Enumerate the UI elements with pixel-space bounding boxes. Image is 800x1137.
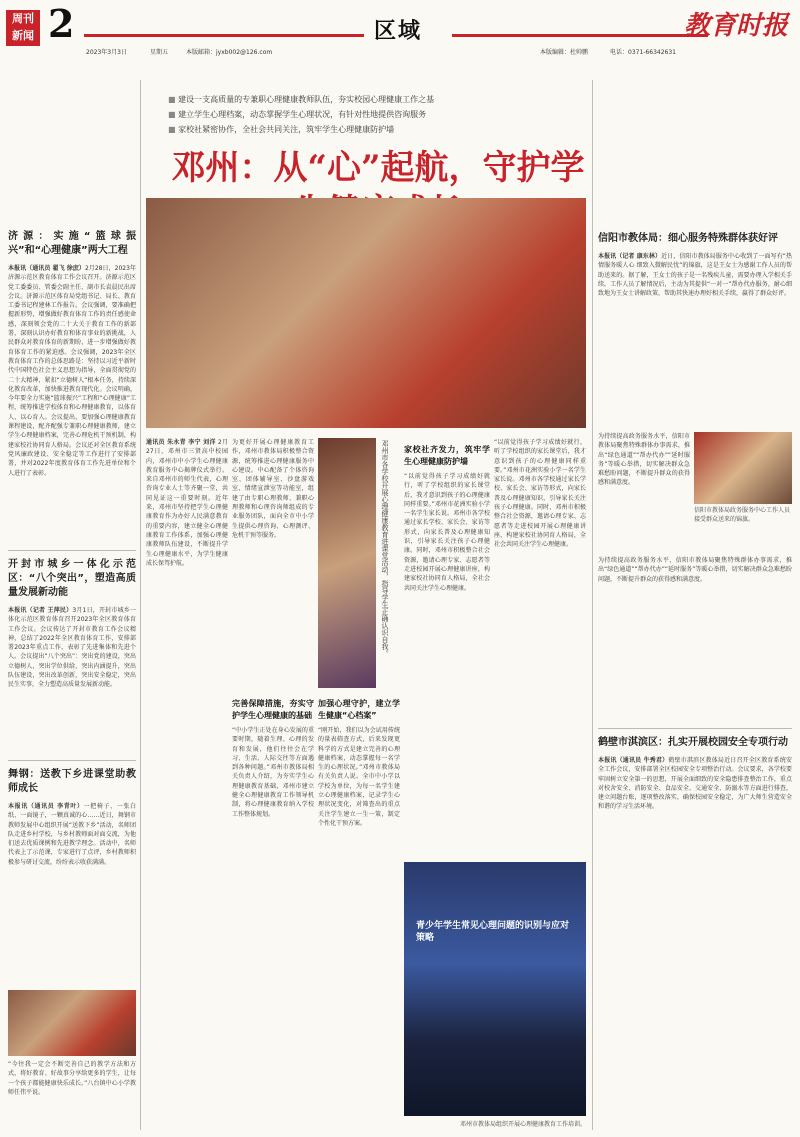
article-title: 开封市城乡一体化示范区：“八个突出”，塑造高质量发展新动能: [8, 559, 136, 598]
article-jiyuan: [8, 228, 136, 548]
page-header: [0, 0, 800, 64]
key-point: ■ 建设一支高质量的专兼职心理健康教师队伍，夯实校园心理健康工作之基: [168, 92, 588, 107]
article-body: “中小学生正处在身心发展的重要时期，随着生理、心理的发育和发展，他们往往会在学习、生活、人际交往等方面遇到各种问题。”邓州市教体局相关负责人介绍，为夯实学生心理健康教育基础，邓州市建立健全心理健康教育工作领导机制，将心理健康教育纳入学校工作整体规划。: [232, 727, 314, 818]
counseling-photo-caption: 邓州市各学校开展心理健康教育进课堂活动，指导学生正确认识自我。: [381, 440, 389, 657]
article-body: 本报讯（记者 康东林）近日，信阳市教体局服务中心收到了一面写有“热情服务暖人心 细致入微解民忧”的锦旗，这是王女士为感谢工作人员的帮助送来的。据了解，王女士的孩子是一名残疾儿童，需要办理入学相关手续。工作人员了解情况后，主动为其提供“一对一”帮办代办服务，耐心细致地为王女士讲解政策，帮助其快速办理好相关手续，赢得了群众好评。: [598, 253, 792, 298]
main-headline: 邓州：从“心”起航，守护学: [171, 148, 585, 188]
main-col-2b: [232, 692, 314, 1128]
xinyang-photo-caption: 信阳市教体局政务服务中心工作人员接受群众送来的锦旗。: [694, 507, 791, 523]
main-col-3: [318, 692, 400, 1128]
article-wugang: [8, 766, 136, 986]
issue-date: 2023年3月3日: [86, 49, 127, 56]
article-xinyang-more: [598, 556, 792, 706]
brand-title: 教育时报: [683, 11, 788, 41]
article-kaifeng: [8, 556, 136, 756]
training-photo: [404, 862, 586, 1116]
article-body: 为更好开展心理健康教育工作，邓州市教体局积极整合资源，统筹推进心理健康服务中心建设。中心配备了个体咨询室、团体辅导室、沙盘游戏室、情绪宣泄室等功能室，组建了由专职心理教师、兼职心理教师和心理咨询师组成的专业服务团队，面向全市中小学生提供心理咨询、心理测评、危机干预等服务。: [232, 439, 314, 539]
article-body: “以前觉得孩子学习成绩好就行，听了学校组织的家长课堂后，我才意识到孩子的心理健康同样重要。”邓州市花洲实验小学一名学生家长说。邓州市各学校通过家长学校、家长会、家访等形式，向家长普及心理健康知识，引导家长关注孩子心理健康。同时，邓州市积极整合社会资源，邀请心理专家、志愿者等走进校园开展心理健康讲座，构建家校社协同育人格局，全社会共同关注学生心理健康。: [404, 473, 490, 592]
key-points: [168, 92, 588, 137]
article-title: 舞钢：送教下乡进课堂助教师成长: [8, 769, 136, 794]
main-col-1: [146, 438, 228, 1128]
page-editor: 本版编辑：杜帅鹏: [540, 49, 589, 56]
main-col-2: [232, 438, 314, 688]
column-divider: [140, 80, 141, 1130]
xinyang-photo: [694, 432, 792, 504]
article-divider: [8, 760, 136, 761]
key-point: ■ 建立学生心理档案，动态掌握学生心理状况，有针对性地提供咨询服务: [168, 107, 588, 122]
article-divider: [8, 550, 136, 551]
article-title: 鹤壁市淇滨区：扎实开展校园安全专项行动: [598, 737, 788, 748]
counseling-photo: [318, 438, 376, 688]
main-col-4: [404, 438, 490, 858]
issue-weekday: 星期五: [150, 49, 169, 56]
article-body: 本报讯（通讯员 李青叶）一把椅子、一张白纸、一面镜子，一颗真诚的心……近日，舞钢市教师发展中心组织开展“送教下乡”活动，名师团队走进乡村学校，与乡村教师面对面交流，为他们送去优质课例和先进教学理念。活动中，名师代表上了示范课，专家进行了点评，乡村教师积极参与研讨交流，纷纷表示收获满满。: [8, 803, 136, 866]
article-body: 本报讯（通讯员 牛秀君）鹤壁市淇滨区教体局近日召开全区教育系统安全工作会议，安排部署全区校园安全专项整治行动。会议要求，各学校要牢固树立安全第一的思想，开展全面细致的安全隐患排查整治工作，重点对校舍安全、消防安全、食品安全、交通安全、防溺水等方面进行排查，建立问题台账，逐项整改落实，确保校园安全稳定，为广大师生营造安全和谐的学习生活环境。: [598, 757, 792, 811]
article-title: 信阳市教体局：细心服务特殊群体获好评: [598, 233, 778, 244]
training-banner-text: 青少年学生常见心理问题的识别与应对策略: [416, 921, 570, 943]
article-body: 为持续提高政务服务水平，信阳市教体局聚焦特殊群体办事需求，推出“绿色通道”“帮办代办”“延时服务”等暖心举措，切实解决群众急难愁盼问题，不断提升群众的获得感和满意度。: [598, 557, 792, 583]
main-col-5: [494, 438, 586, 858]
main-photo: [146, 198, 586, 428]
section-subtitle: 完善保障措施，夯实守护学生心理健康的基础: [232, 699, 314, 720]
article-body: 本报讯（记者 王萍民）3月1日，开封市城乡一体化示范区教育体育召开2023年全区教育体育工作会议。会议传达了开封市教育工作会议精神，总结了2022年全区教育体育工作，安排部署2023年重点工作，表彰了先进集体和先进个人。会议提出“八个突出”：突出党的建设，突出立德树人，突出学位供给，突出内涵提升，突出队伍建设，突出改革创新，突出安全稳定，突出民生实事，全力塑造高质量发展新动能。: [8, 607, 136, 689]
page-phone: 电话：0371-66342631: [610, 49, 676, 56]
article-xinyang: [598, 230, 792, 430]
article-body: “刚开始，我们以为会试用传统的量表筛查方式，后来发现更科学的方式是建立完善的心理健康档案，动态掌握每一名学生的心理状况。”邓州市教体局有关负责人说。全市中小学以学校为单位，为每一名学生建立心理健康档案，记录学生心理状况变化，对筛查出的重点关注学生建立一生一策，制定个性化干预方案。: [318, 727, 400, 827]
newspaper-logo: 周刊 新闻: [6, 10, 40, 46]
article-body: “以前觉得孩子学习成绩好就行，听了学校组织的家长课堂后，我才意识到孩子的心理健康同样重要。”邓州市花洲实验小学一名学生家长说。邓州市各学校通过家长学校、家长会、家访等形式，向家长普及心理健康知识，引导家长关注孩子心理健康。同时，邓州市积极整合社会资源，邀请心理专家、志愿者等走进校园开展心理健康讲座，构建家校社协同育人格局，全社会共同关注学生心理健康。: [494, 439, 586, 549]
header-rule-left: [84, 34, 364, 37]
article-qibin: [598, 734, 792, 1128]
article-title: 济源：实施“篮球振兴”和“心理健康”两大工程: [8, 231, 136, 256]
column-divider: [592, 80, 593, 1130]
article-divider: [598, 728, 792, 729]
article-body: 通讯员 朱永青 李宁 刘洋 2月27日，邓州市三贤高中校园内，邓州市中小学生心理健康教育服务中心揭牌仪式举行。来自邓州市的师生代表，心理咨询专业人士等齐聚一堂，共同见证这一重要时刻。近年来，邓州市坚持把学生心理健康教育作为办好人民满意教育的重要内容，建立健全心理健康教育工作体系，加强心理健康教师队伍建设，不断提升学生心理健康水平，为学生健康成长保驾护航。: [146, 439, 228, 567]
page-number: 2: [48, 1, 75, 46]
page-email: 本版邮箱：jyxb002@126.com: [186, 49, 273, 56]
training-photo-caption: 邓州市教体局组织开展心理健康教育工作培训。: [459, 1121, 586, 1128]
header-rule-right: [452, 34, 708, 37]
wugang-photo: [8, 990, 136, 1056]
article-body: 为持续提高政务服务水平，信阳市教体局聚焦特殊群体办事需求，推出“绿色通道”“帮办代办”“延时服务”等暖心举措，切实解决群众急难愁盼问题，不断提升群众的获得感和满意度。: [598, 433, 690, 487]
section-subtitle: 家校社齐发力，筑牢学生心理健康防护墙: [404, 445, 490, 466]
wugang-quote: “今往我一定会不断完善自己的教学方法和方式，将好教育、好故事分享给更多的学生，让每一个孩子都能健康快乐成长。”八台镇中心小学教师任伟平说。: [8, 1061, 136, 1096]
key-point: ■ 家校社紧密协作，全社会共同关注，筑牢学生心理健康防护墙: [168, 122, 588, 137]
article-xinyang-cont: [598, 432, 690, 552]
section-name: 区域: [374, 19, 423, 44]
article-body: 本报讯（通讯员 翟飞 徐庶）2月28日，2023年济源示范区教育体育工作会议召开。济源示范区党工委委员、管委会副主任、副市长袁晨民出席会议。济源示范区体育局党组书记、局长、教育工委书记程建林工作报告。会议强调，要准确把握新形势，增强做好教育体育工作的责任感使命感，深刻领会党的二十大关于教育工作的新部署，深刻认识办好教育和体育事业的新挑战，人民群众对教育体育的新期盼，进一步增强做好教育体育工作的紧迫感。会议强调，2023年全区教育体育工作的总体思路是：坚持以习近平新时代中国特色社会主义思想为指导，全面贯彻党的二十大精神，紧扣“立德树人”根本任务，持续深化教育改革，加快推进教育现代化。会议明确，今年要全力实施“篮球振兴”工程和“心理健康”工程，统筹推进学校体育和心理健康教育，以体育人、以心育人。会议提出，要加强心理健康教育课程建设，配齐配强专兼职心理健康教师，建立学生心理健康档案，完善心理危机干预机制，构建家校社协同育人格局。会议还对全区教育系统党风廉政建设、安全稳定等工作进行了安排部署，并对2022年度教育体育工作先进单位和个人进行了表彰。: [8, 265, 136, 477]
section-subtitle: 加强心理守护，建立学生健康“心档案”: [318, 699, 400, 720]
